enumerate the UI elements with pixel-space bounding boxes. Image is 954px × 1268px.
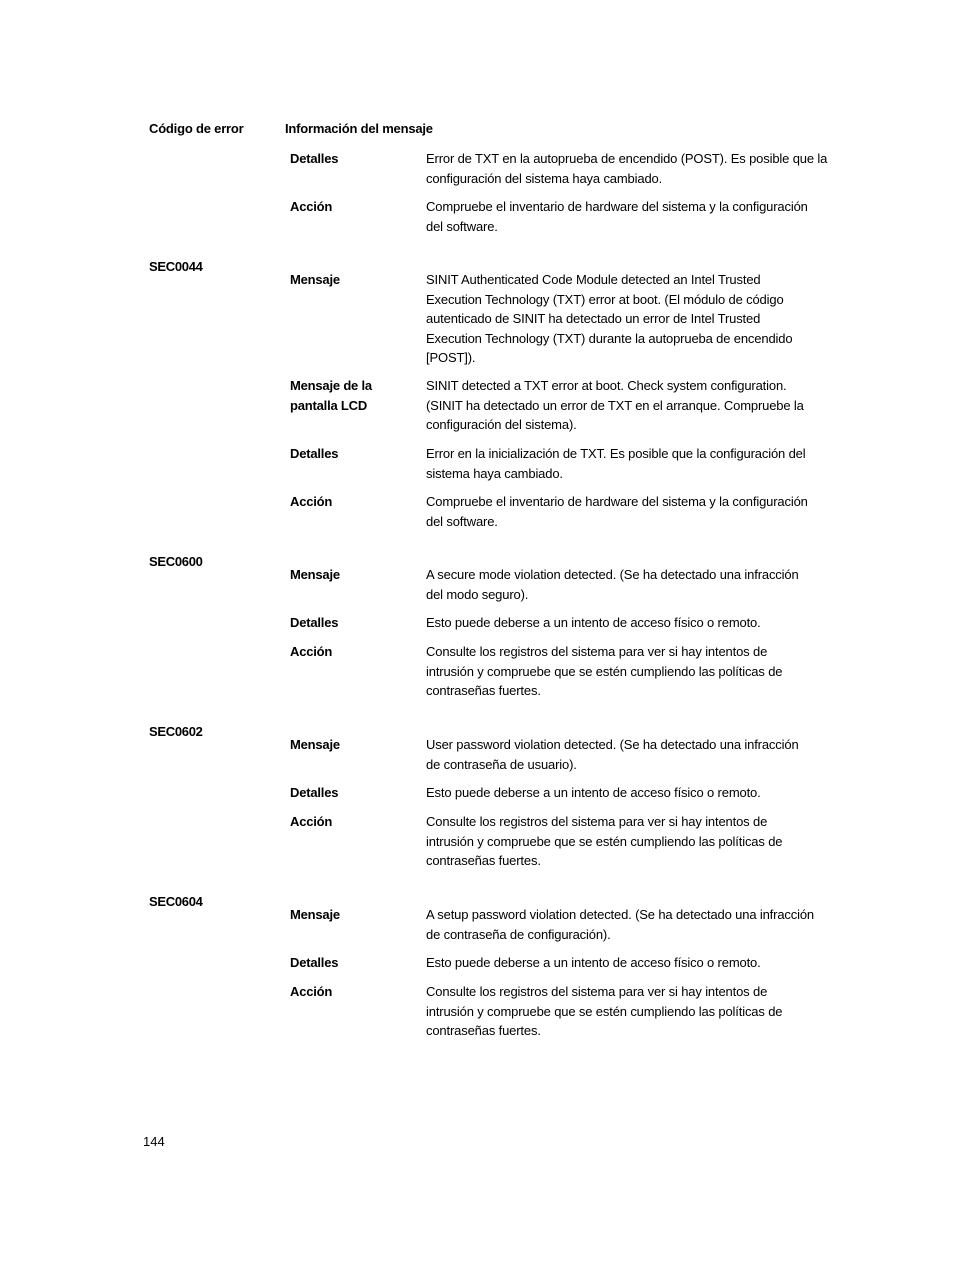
row-value [426,905,836,944]
row-value [426,492,836,531]
row-value [426,565,836,604]
value-line: del software. [426,218,498,234]
value-line: Esto puede deberse a un intento de acceso físico o remoto. [426,955,761,970]
value-line: de contraseña de configuración). [426,926,611,942]
value-line: Consulte los registros del sistema para ver si hay intentos de [426,644,768,659]
row-value [426,376,836,435]
row-value [426,444,836,483]
value-line: Error de TXT en la autoprueba de encendido (POST). Es posible que la [426,151,828,166]
row-label: Detalles [290,955,339,970]
row-label: Detalles [290,615,339,630]
value-line: Consulte los registros del sistema para ver si hay intentos de [426,984,768,999]
row-label: Acción [290,814,333,829]
row-label: Mensaje [290,567,340,582]
row-label [290,376,410,415]
row-label: Detalles [290,151,339,166]
row-label: Mensaje [290,737,340,752]
value-line: SINIT Authenticated Code Module detected an Intel Trusted [426,272,761,287]
row-value [426,735,836,774]
header-error-code: Código de error [149,121,244,136]
label-line: pantalla LCD [290,397,368,413]
value-line: Execution Technology (TXT) durante la autoprueba de encendido [426,330,793,346]
value-line: A setup password violation detected. (Se ha detectado una infracción [426,907,815,922]
row-value [426,812,836,871]
value-line: A secure mode violation detected. (Se ha detectado una infracción [426,567,799,582]
row-value [426,197,836,236]
row-label: Detalles [290,785,339,800]
row-label: Acción [290,494,333,509]
error-code: SEC0600 [149,554,203,569]
page-number: 144 [143,1134,165,1149]
row-value [426,613,836,633]
value-line: intrusión y compruebe que se estén cumpliendo las políticas de [426,1003,783,1019]
table-header [149,121,849,141]
value-line: intrusión y compruebe que se estén cumpliendo las políticas de [426,833,783,849]
value-line: SINIT detected a TXT error at boot. Check system configuration. [426,378,787,393]
value-line: contraseñas fuertes. [426,853,541,868]
row-value [426,642,836,701]
row-label: Acción [290,644,333,659]
value-line: Consulte los registros del sistema para ver si hay intentos de [426,814,768,829]
row-label: Acción [290,199,333,214]
row-value [426,953,836,973]
value-line: User password violation detected. (Se ha detectado una infracción [426,737,799,752]
value-line: (SINIT ha detectado un error de TXT en el arranque. Compruebe la [426,397,804,413]
value-line: autenticado de SINIT ha detectado un error de Intel Trusted [426,311,761,326]
error-code: SEC0604 [149,894,203,909]
error-code: SEC0044 [149,259,203,274]
row-value [426,149,836,188]
row-value [426,783,836,803]
value-line: Error en la inicialización de TXT. Es posible que la configuración del [426,446,806,461]
value-line: Esto puede deberse a un intento de acceso físico o remoto. [426,785,761,800]
header-message-info: Información del mensaje [285,121,433,136]
value-line: Compruebe el inventario de hardware del sistema y la configuración [426,199,808,214]
label-line: Mensaje de la [290,378,372,393]
value-line: contraseñas fuertes. [426,683,541,698]
value-line: Compruebe el inventario de hardware del sistema y la configuración [426,494,808,509]
row-label: Acción [290,984,333,999]
value-line: sistema haya cambiado. [426,465,563,481]
row-label: Detalles [290,446,339,461]
value-line: Execution Technology (TXT) error at boot. (El módulo de código [426,291,784,307]
value-line: [POST]). [426,350,476,365]
value-line: configuración del sistema haya cambiado. [426,170,663,186]
row-value [426,270,836,368]
error-code: SEC0602 [149,724,203,739]
row-label: Mensaje [290,907,340,922]
value-line: Esto puede deberse a un intento de acceso físico o remoto. [426,615,761,630]
row-label: Mensaje [290,272,340,287]
value-line: del modo seguro). [426,586,529,602]
value-line: contraseñas fuertes. [426,1023,541,1038]
row-value [426,982,836,1041]
value-line: de contraseña de usuario). [426,756,577,772]
value-line: del software. [426,513,498,529]
value-line: intrusión y compruebe que se estén cumpliendo las políticas de [426,663,783,679]
value-line: configuración del sistema). [426,417,577,432]
